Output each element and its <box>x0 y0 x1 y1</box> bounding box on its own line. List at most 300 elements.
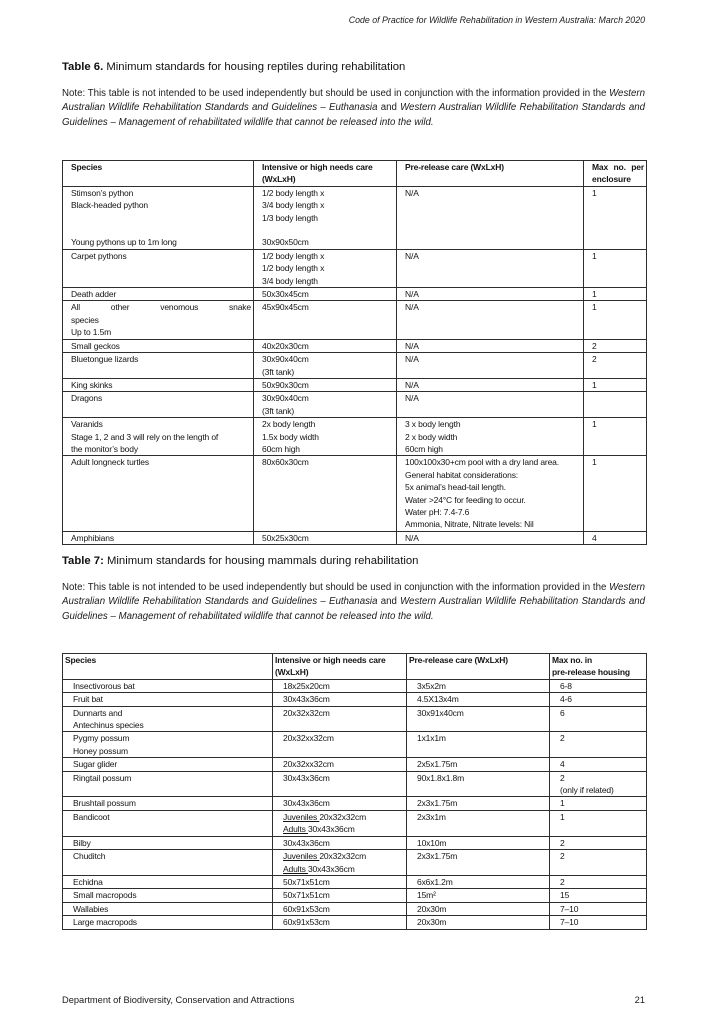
text-segment: Adults <box>283 824 308 835</box>
cell-line: Dragons <box>71 393 103 404</box>
table-row <box>63 531 647 544</box>
cell-line: Water >24°C for feeding to occur. <box>405 494 526 505</box>
table-cell <box>407 889 550 902</box>
table-row <box>63 706 647 732</box>
cell-line: 15m² <box>417 890 436 901</box>
table-cell <box>63 850 273 876</box>
table-cell <box>63 758 273 771</box>
table-row <box>63 836 647 849</box>
table-cell <box>63 456 254 531</box>
cell-line: All other venomous snake <box>71 302 251 313</box>
cell-line: 1.5x body width <box>262 431 319 442</box>
cell-line: 1 <box>560 798 565 809</box>
cell-line: Intensive or high needs care <box>262 162 373 172</box>
cell-line: 7–10 <box>560 917 579 928</box>
table-cell <box>550 850 647 876</box>
table-cell <box>63 288 254 301</box>
cell-line: 50x71x51cm <box>283 876 330 887</box>
cell-line: 3/4 body length <box>262 275 318 286</box>
text-segment: Minimum standards for housing reptiles during rehabilitation <box>103 61 406 73</box>
table-row <box>63 249 647 287</box>
cell-line: 6x6x1.2m <box>417 876 453 887</box>
table-cell <box>273 810 407 836</box>
table-cell <box>397 288 584 301</box>
cell-line <box>283 811 404 823</box>
table-row <box>63 850 647 876</box>
cell-line: 3 x body length <box>405 419 461 430</box>
cell-line <box>262 224 394 236</box>
table-row <box>63 378 647 391</box>
table-reptile-housing-standards <box>62 160 647 545</box>
cell-line: 6-8 <box>560 680 572 691</box>
table-cell <box>407 758 550 771</box>
table-cell <box>407 706 550 732</box>
cell-line: 80x60x30cm <box>262 457 309 468</box>
text-segment: Note: This table is not intended to be used independently but should be used in conjunction with the information provided in the <box>62 582 610 593</box>
table-cell <box>63 836 273 849</box>
cell-line: pre-release housing <box>552 667 630 678</box>
table-cell <box>397 186 584 249</box>
table-cell <box>584 418 647 456</box>
cell-line: Large macropods <box>73 917 137 928</box>
table-cell <box>254 339 397 352</box>
cell-line: 50x30x45cm <box>262 289 309 300</box>
cell-line: 1 <box>560 811 565 822</box>
table-cell <box>63 301 254 339</box>
table-cell <box>273 889 407 902</box>
cell-line: 50x90x30cm <box>262 379 309 390</box>
table-cell <box>63 732 273 758</box>
cell-line: 4 <box>592 532 597 543</box>
cell-line: 1 <box>592 457 597 468</box>
text-segment: and <box>377 102 401 114</box>
cell-line: 30x90x40cm <box>262 393 309 404</box>
cell-line: N/A <box>405 340 419 351</box>
table-cell <box>550 679 647 692</box>
table-cell <box>584 531 647 544</box>
cell-line: 7–10 <box>560 903 579 914</box>
table-cell <box>63 418 254 456</box>
cell-line: 10x10m <box>417 837 447 848</box>
table-row <box>63 771 647 797</box>
header-row <box>63 654 647 680</box>
table-cell <box>407 916 550 929</box>
column-header <box>254 161 397 187</box>
table-cell <box>254 378 397 391</box>
cell-line: Water pH: 7.4-7.6 <box>405 506 470 517</box>
table-cell <box>63 810 273 836</box>
table-cell <box>407 732 550 758</box>
table-row <box>63 693 647 706</box>
table-cell <box>63 339 254 352</box>
table-cell <box>584 249 647 287</box>
table-cell <box>273 679 407 692</box>
cell-line: 30x43x36cm <box>283 772 330 783</box>
cell-line: Pygmy possum <box>73 733 130 744</box>
table-cell <box>397 378 584 391</box>
cell-line: Max no. in <box>552 655 593 665</box>
table-cell <box>273 693 407 706</box>
cell-line: N/A <box>405 302 419 313</box>
cell-line: King skinks <box>71 379 113 390</box>
cell-line: 2x body length <box>262 419 316 430</box>
table-cell <box>63 531 254 544</box>
table-cell <box>550 771 647 797</box>
table-cell <box>63 902 273 915</box>
table-cell <box>407 693 550 706</box>
cell-line: Amphibians <box>71 532 114 543</box>
cell-line: Echidna <box>73 876 103 887</box>
table-row <box>63 456 647 531</box>
cell-line: 30x43x36cm <box>283 694 330 705</box>
table-cell <box>273 916 407 929</box>
cell-line: 1 <box>592 302 597 313</box>
table-cell <box>273 836 407 849</box>
table-cell <box>550 732 647 758</box>
cell-line <box>283 850 404 862</box>
cell-line: Death adder <box>71 289 117 300</box>
table-cell <box>254 353 397 379</box>
table-row <box>63 902 647 915</box>
table-row <box>63 916 647 929</box>
text-segment: Juveniles <box>283 811 320 822</box>
table7-note <box>62 581 645 624</box>
cell-line: Black-headed python <box>71 200 149 211</box>
table-cell <box>407 875 550 888</box>
cell-line: 40x20x30cm <box>262 340 309 351</box>
column-header <box>63 161 254 187</box>
table-cell <box>63 378 254 391</box>
cell-line: 1/2 body length x <box>262 250 325 261</box>
cell-line: 3/4 body length x <box>262 200 325 211</box>
table-cell <box>63 186 254 249</box>
cell-line: Up to 1.5m <box>71 327 112 338</box>
cell-line: 5x animal’s head-tail length. <box>405 482 506 493</box>
text-segment: Table 6. <box>62 61 104 73</box>
cell-line: (WxLxH) <box>262 174 296 185</box>
table-cell <box>254 418 397 456</box>
cell-line: Fruit bat <box>73 694 103 705</box>
table-cell <box>550 706 647 732</box>
table-cell <box>407 902 550 915</box>
table-cell <box>550 693 647 706</box>
table-row <box>63 810 647 836</box>
table-row <box>63 301 647 339</box>
column-header <box>63 654 273 680</box>
cell-line: Dunnarts and <box>73 707 123 718</box>
table-cell <box>584 378 647 391</box>
table-cell <box>273 732 407 758</box>
cell-line: Carpet pythons <box>71 250 127 261</box>
column-header <box>550 654 647 680</box>
table-cell <box>397 456 584 531</box>
table-cell <box>550 797 647 810</box>
cell-line: 2 <box>592 354 597 365</box>
cell-line: N/A <box>405 187 419 198</box>
cell-line: Antechinus species <box>73 720 144 731</box>
table-cell <box>273 758 407 771</box>
page-footer <box>62 995 645 1005</box>
cell-line: Pre-release care (WxLxH) <box>405 162 504 172</box>
table-cell <box>63 771 273 797</box>
cell-line: 60x91x53cm <box>283 903 330 914</box>
cell-line: (3ft tank) <box>262 405 295 416</box>
table-cell <box>550 836 647 849</box>
table-row <box>63 732 647 758</box>
table-row <box>63 797 647 810</box>
cell-line: Chuditch <box>73 851 106 862</box>
table-cell <box>584 301 647 339</box>
table-cell <box>63 679 273 692</box>
cell-line: 20x32xx32cm <box>283 759 334 770</box>
table-row <box>63 875 647 888</box>
table-cell <box>584 186 647 249</box>
table-cell <box>397 418 584 456</box>
cell-line: 1/3 body length <box>262 212 318 223</box>
cell-line: 45x90x45cm <box>262 302 309 313</box>
table-cell <box>63 875 273 888</box>
table-cell <box>407 771 550 797</box>
cell-line: the monitor’s body <box>71 443 138 454</box>
table-cell <box>63 916 273 929</box>
text-segment: 20x32x32cm <box>319 811 367 822</box>
cell-line: Species <box>65 655 97 665</box>
table-cell <box>254 186 397 249</box>
footer-department-text: Department of Biodiversity, Conservation and Attractions <box>62 995 295 1005</box>
cell-line: 2 <box>560 733 565 744</box>
cell-line: N/A <box>405 532 419 543</box>
cell-line: Stimson’s python <box>71 187 134 198</box>
table-cell <box>273 797 407 810</box>
cell-line: 30x90x50cm <box>262 237 309 248</box>
column-header <box>584 161 647 187</box>
cell-line: 60cm high <box>262 443 300 454</box>
page-number: 21 <box>634 995 645 1005</box>
table-cell <box>397 339 584 352</box>
table-cell <box>550 810 647 836</box>
table-cell <box>273 771 407 797</box>
table6-title <box>62 61 645 73</box>
text-segment: Western Australian Wildlife Rehabilitation Standards and Guidelines – Management of rehabilitated wildlife that cannot be released into the wild. <box>62 102 646 128</box>
table-cell <box>550 758 647 771</box>
cell-line: N/A <box>405 393 419 404</box>
cell-line: 20x30m <box>417 903 447 914</box>
cell-line: 2x3x1.75m <box>417 851 458 862</box>
cell-line: species <box>71 314 99 325</box>
table-row <box>63 288 647 301</box>
table-cell <box>63 889 273 902</box>
cell-line: 4.5X13x4m <box>417 694 459 705</box>
cell-line: 15 <box>560 890 570 901</box>
cell-line: 60x91x53cm <box>283 917 330 928</box>
cell-line: 100x100x30+cm pool with a dry land area. <box>405 457 559 468</box>
cell-line: 18x25x20cm <box>283 680 330 691</box>
cell-line: 1 <box>592 289 597 300</box>
cell-line <box>283 823 404 835</box>
cell-line: 1/2 body length x <box>262 263 325 274</box>
cell-line: Varanids <box>71 419 103 430</box>
table-cell <box>273 706 407 732</box>
cell-line: Brushtail possum <box>73 798 136 809</box>
cell-line: 20x32xx32cm <box>283 733 334 744</box>
table-cell <box>407 679 550 692</box>
text-segment: and <box>377 596 401 608</box>
table-cell <box>63 693 273 706</box>
cell-line: 30x43x36cm <box>283 837 330 848</box>
cell-line: 2 <box>560 772 565 783</box>
text-segment: 30x43x36cm <box>307 824 355 835</box>
cell-line: 2 <box>560 876 565 887</box>
cell-line: Bandicoot <box>73 811 110 822</box>
cell-line: (WxLxH) <box>275 667 309 678</box>
cell-line: Wallabies <box>73 903 109 914</box>
cell-line: Honey possum <box>73 745 128 756</box>
header-row <box>63 161 647 187</box>
cell-line: 2 <box>560 837 565 848</box>
table-cell <box>254 531 397 544</box>
cell-line: Stage 1, 2 and 3 will rely on the length of <box>71 431 219 442</box>
cell-line: Ringtail possum <box>73 772 132 783</box>
table-row <box>63 758 647 771</box>
table-cell <box>407 797 550 810</box>
cell-line: 60cm high <box>405 443 443 454</box>
cell-line: Insectivorous bat <box>73 680 135 691</box>
cell-line: 30x91x40cm <box>417 707 464 718</box>
cell-line: Small geckos <box>71 340 120 351</box>
cell-line: Bilby <box>73 837 91 848</box>
cell-line: 2x3x1m <box>417 811 446 822</box>
text-segment: Table 7: <box>62 555 104 567</box>
table-cell <box>63 706 273 732</box>
table-cell <box>407 850 550 876</box>
table-cell <box>584 339 647 352</box>
cell-line: (only if related) <box>560 785 614 796</box>
table-cell <box>254 249 397 287</box>
cell-line: Small macropods <box>73 890 137 901</box>
cell-line: 2 <box>592 340 597 351</box>
text-segment: Western Australian Wildlife Rehabilitation Standards and Guidelines – Euthanasia <box>62 582 645 608</box>
table-cell <box>63 249 254 287</box>
table-cell <box>397 392 584 418</box>
table-row <box>63 339 647 352</box>
cell-line: Pre-release care (WxLxH) <box>409 655 508 665</box>
cell-line: enclosure <box>592 174 631 185</box>
table-cell <box>63 797 273 810</box>
cell-line <box>283 863 404 875</box>
cell-line <box>71 212 251 224</box>
cell-line: 6 <box>560 707 565 718</box>
cell-line: Young pythons up to 1m long <box>71 237 177 248</box>
cell-line: 1x1x1m <box>417 733 446 744</box>
cell-line: 4 <box>560 759 565 770</box>
cell-line: Intensive or high needs care <box>275 655 386 665</box>
table-cell <box>584 353 647 379</box>
cell-line: 30x43x36cm <box>283 798 330 809</box>
cell-line: Species <box>71 162 103 172</box>
cell-line: 90x1.8x1.8m <box>417 772 465 783</box>
cell-line: 1/2 body length x <box>262 187 325 198</box>
table-cell <box>254 301 397 339</box>
cell-line: Adult longneck turtles <box>71 457 149 468</box>
text-segment: 20x32x32cm <box>319 851 367 862</box>
running-header: Code of Practice for Wildlife Rehabilitation in Western Australia: March 2020 <box>348 15 645 25</box>
cell-line: N/A <box>405 289 419 300</box>
table-cell <box>550 875 647 888</box>
cell-line: Bluetongue lizards <box>71 354 139 365</box>
cell-line: 1 <box>592 379 597 390</box>
table6-note <box>62 87 645 130</box>
cell-line: N/A <box>405 250 419 261</box>
table-cell <box>254 392 397 418</box>
cell-line: N/A <box>405 354 419 365</box>
text-segment: Western Australian Wildlife Rehabilitation Standards and Guidelines – Management of rehabilitated wildlife that cannot be released into the wild. <box>62 596 646 622</box>
cell-line: 20x30m <box>417 917 447 928</box>
cell-line: 1 <box>592 250 597 261</box>
column-header <box>407 654 550 680</box>
cell-line: 1 <box>592 419 597 430</box>
column-header <box>397 161 584 187</box>
table-cell <box>550 902 647 915</box>
cell-line: Ammonia, Nitrate, Nitrate levels: Nil <box>405 519 534 530</box>
cell-line: 50x25x30cm <box>262 532 309 543</box>
table-cell <box>273 902 407 915</box>
table-cell <box>407 836 550 849</box>
table-row <box>63 889 647 902</box>
cell-line: 2 x body width <box>405 431 458 442</box>
table-cell <box>273 875 407 888</box>
table-cell <box>550 916 647 929</box>
cell-line: 2x3x1.75m <box>417 798 458 809</box>
table7-title <box>62 555 645 567</box>
table-mammal-housing-standards <box>62 653 647 930</box>
cell-line: 30x90x40cm <box>262 354 309 365</box>
cell-line: 2 <box>560 851 565 862</box>
table-cell <box>397 531 584 544</box>
table-row <box>63 392 647 418</box>
cell-line: 1 <box>592 187 597 198</box>
table-row <box>63 186 647 249</box>
table-cell <box>254 456 397 531</box>
cell-line: 2x5x1.75m <box>417 759 458 770</box>
cell-line: Sugar glider <box>73 759 118 770</box>
cell-line: 4-6 <box>560 694 572 705</box>
table-cell <box>397 301 584 339</box>
text-segment: Western Australian Wildlife Rehabilitation Standards and Guidelines – Euthanasia <box>62 88 645 114</box>
table-cell <box>254 288 397 301</box>
text-segment: Minimum standards for housing mammals during rehabilitation <box>103 555 419 567</box>
cell-line <box>71 224 251 236</box>
table-cell <box>584 392 647 418</box>
table-cell <box>584 288 647 301</box>
table-cell <box>397 249 584 287</box>
table-cell <box>397 353 584 379</box>
table-cell <box>407 810 550 836</box>
cell-line: Max no. per <box>592 162 644 172</box>
text-segment: Juveniles <box>283 851 320 862</box>
table-cell <box>63 353 254 379</box>
cell-line: 3x5x2m <box>417 680 446 691</box>
table-cell <box>63 392 254 418</box>
table-cell <box>550 889 647 902</box>
text-segment: Note: This table is not intended to be used independently but should be used in conjunction with the information provided in the <box>62 88 610 99</box>
text-segment: Adults <box>283 863 308 874</box>
table-row <box>63 679 647 692</box>
cell-line: 50x71x51cm <box>283 890 330 901</box>
table-cell <box>273 850 407 876</box>
text-segment: 30x43x36cm <box>307 863 355 874</box>
table-row <box>63 353 647 379</box>
cell-line: General habitat considerations: <box>405 469 519 480</box>
